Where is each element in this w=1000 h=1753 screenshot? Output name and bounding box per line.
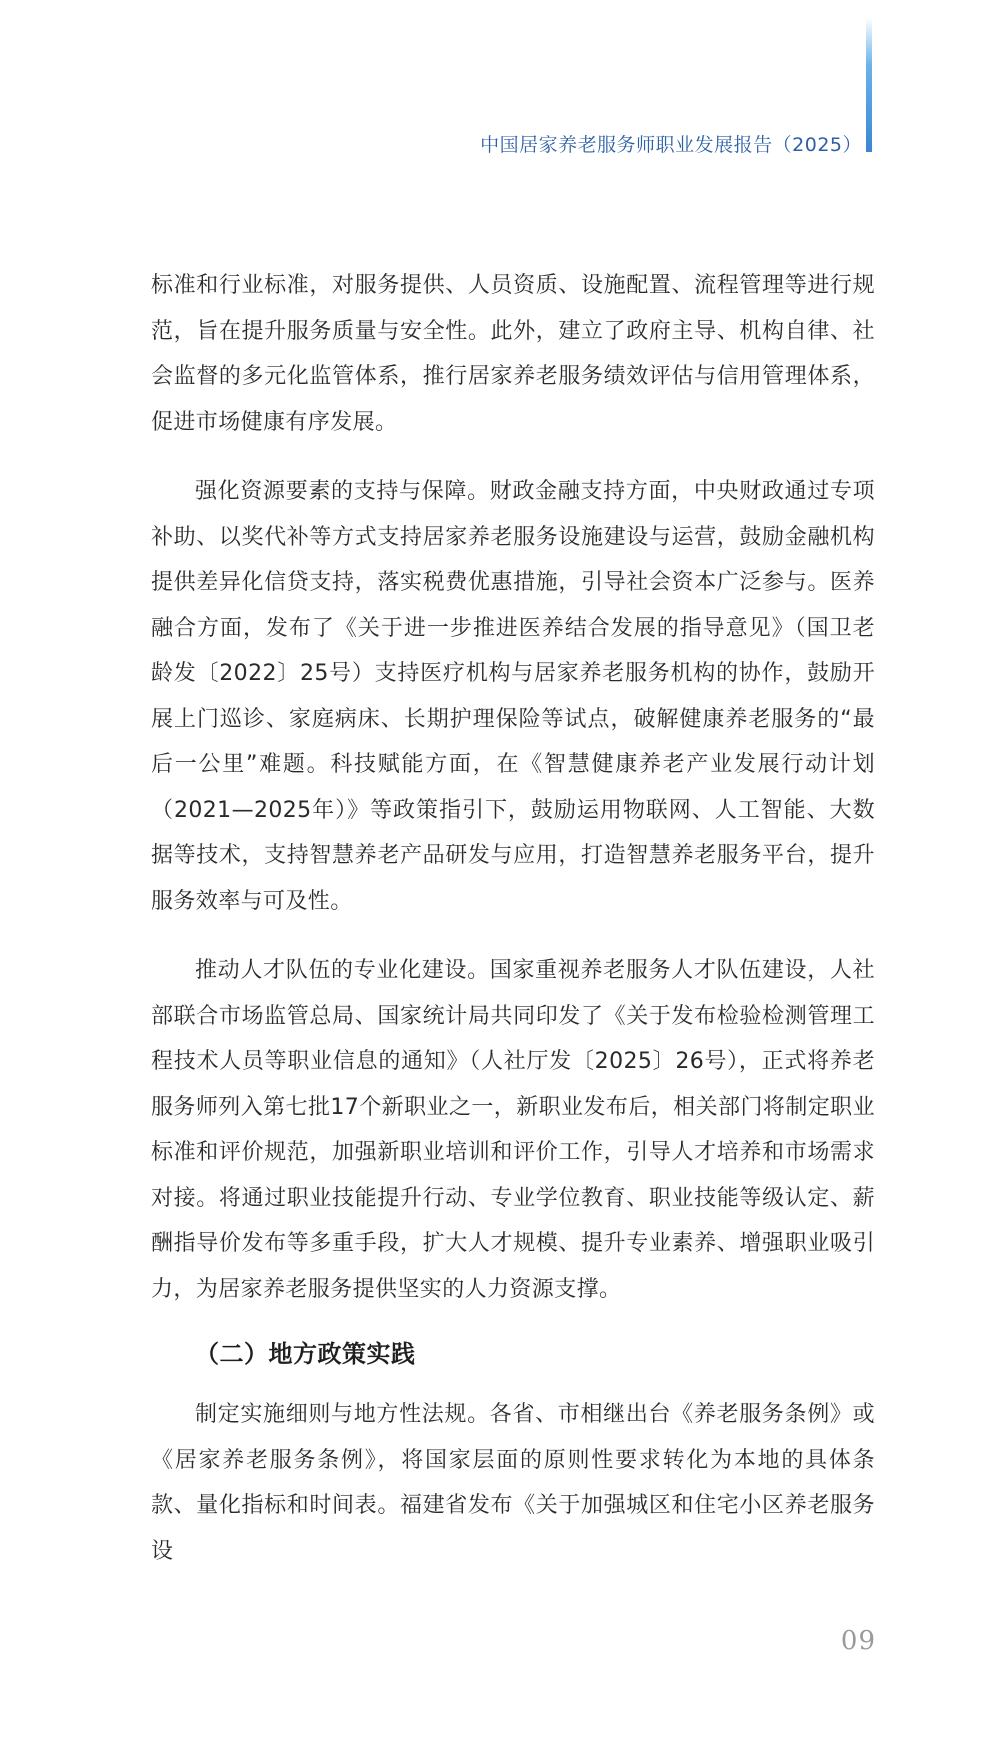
paragraph-talent-building: 推动人才队伍的专业化建设。国家重视养老服务人才队伍建设，人社部联合市场监管总局、国家统计局共同印发了《关于发布检验检测管理工程技术人员等职业信息的通知》（人社厅发〔2025〕26号），正式将养老服务师列入第七批17个新职业之一，新职业发布后，相关部门将制定职业标准和评价规范，加强新职业培训和评价工作，引导人才培养和市场需求对接。将通过职业技能提升行动、专业学位教育、职业技能等级认定、薪酬指导价发布等多重手段，扩大人才规模、提升专业素养、增强职业吸引力，为居家养老服务提供坚实的人力资源支撑。 bbox=[151, 958, 875, 1302]
paragraph-local-regulations: 制定实施细则与地方性法规。各省、市相继出台《养老服务条例》或《居家养老服务条例》，将国家层面的原则性要求转化为本地的具体条款、量化指标和时间表。福建省发布《关于加强城区和住宅小区养老服务设 bbox=[151, 1402, 875, 1564]
paragraph-resource-support: 强化资源要素的支持与保障。财政金融支持方面，中央财政通过专项补助、以奖代补等方式支持居家养老服务设施建设与运营，鼓励金融机构提供差异化信贷支持，落实税费优惠措施，引导社会资本广泛参与。医养融合方面，发布了《关于进一步推进医养结合发展的指导意见》（国卫老龄发〔2022〕25号）支持医疗机构与居家养老服务机构的协作，鼓励开展上门巡诊、家庭病床、长期护理保险等试点，破解健康养老服务的“最后一公里”难题。科技赋能方面，在《智慧健康养老产业发展行动计划（2021—2025年）》等政策指引下，鼓励运用物联网、人工智能、大数据等技术，支持智慧养老产品研发与应用，打造智慧养老服务平台，提升服务效率与可及性。 bbox=[151, 479, 875, 914]
section-heading: （二）地方政策实践 bbox=[195, 1340, 416, 1368]
running-header-title: 中国居家养老服务师职业发展报告（2025） bbox=[480, 134, 862, 156]
page-number: 09 bbox=[840, 1626, 876, 1656]
header-accent-bar bbox=[866, 18, 872, 152]
body-text bbox=[151, 263, 875, 1574]
paragraph-continued: 标准和行业标准，对服务提供、人员资质、设施配置、流程管理等进行规范，旨在提升服务质量与安全性。此外，建立了政府主导、机构自律、社会监督的多元化监管体系，推行居家养老服务绩效评估与信用管理体系，促进市场健康有序发展。 bbox=[151, 273, 875, 435]
